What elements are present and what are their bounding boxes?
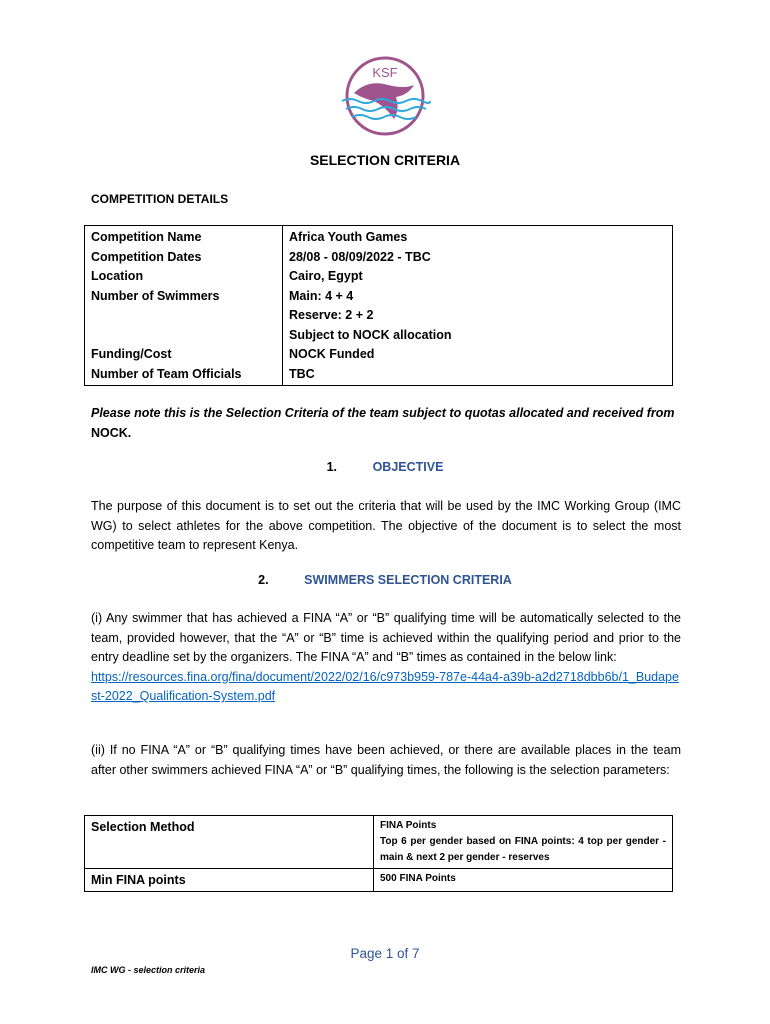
page-number: Page 1 of 7 — [350, 946, 420, 961]
footer-text: IMC WG - selection criteria — [91, 965, 206, 975]
ksf-logo — [338, 55, 432, 137]
criteria-paragraph-i: (i) Any swimmer that has achieved a FINA “A” or “B” qualifying time will be automatically selected to the team, provided however, that the “A” or “B” time is achieved within the qualifying period and prior to the entry deadline set by the organizers. The FINA “A” and “B” times as contained in the below link: https://resources.fina.org/fina/document/2022/02/16/c973b959-787e-44a4-a39b-a2d2718dbb6b/1_Budapest-2022_Qualification-System.pdf — [91, 611, 681, 703]
detail-key: Competition Name Competition Dates Location Number of Swimmers Funding/Cost Number of Team Officials — [85, 226, 283, 386]
page-title: SELECTION CRITERIA — [309, 152, 461, 168]
detail-value: Africa Youth Games 28/08 - 08/09/2022 - TBC Cairo, Egypt Main: 4 + 4 Reserve: 2 + 2 Subject to NOCK allocation NOCK Funded TBC — [283, 226, 673, 386]
logo-text: KSF — [372, 65, 398, 80]
fina-qualification-link[interactable]: https://resources.fina.org/fina/document/2022/02/16/c973b959-787e-44a4-a39b-a2d2718dbb6b/1_Budapest-2022_Qualification-System.pdf — [91, 669, 679, 703]
competition-details-table — [84, 225, 673, 386]
selection-method-key: Selection Method — [85, 816, 374, 869]
min-fina-points-key: Min FINA points — [85, 869, 374, 892]
objective-paragraph: The purpose of this document is to set out the criteria that will be used by the IMC Working Group (IMC WG) to select athletes for the above competition. The objective of the document is to select the most competitive team to represent Kenya. — [91, 499, 681, 552]
competition-heading: COMPETITION DETAILS — [91, 192, 229, 206]
criteria-paragraph-ii: (ii) If no FINA “A” or “B” qualifying times have been achieved, or there are available places in the team after other swimmers achieved FINA “A” or “B” qualifying times, the following is the selection parameters: — [91, 743, 681, 777]
table-row — [85, 869, 673, 892]
table-row — [85, 226, 673, 386]
table-row — [85, 816, 673, 869]
selection-parameters-table — [84, 815, 673, 892]
section-criteria-heading: 2. SWIMMERS SELECTION CRITERIA — [258, 573, 512, 587]
section-objective-heading: 1. OBJECTIVE — [326, 460, 444, 474]
selection-note: Please note this is the Selection Criteria of the team subject to quotas allocated and received from NOCK. — [91, 406, 675, 440]
selection-method-value: FINA Points Top 6 per gender based on FINA points: 4 top per gender - main & next 2 per gender - reserves — [374, 816, 673, 869]
min-fina-points-value: 500 FINA Points — [374, 869, 673, 892]
